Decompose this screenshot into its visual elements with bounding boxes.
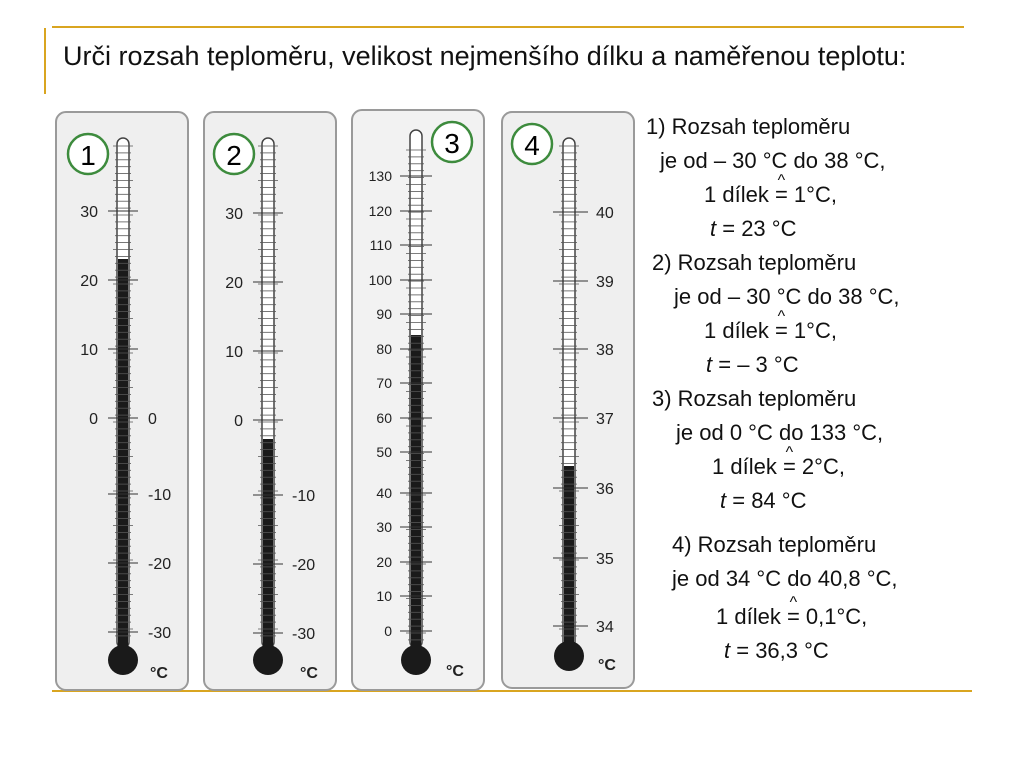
temp-variable: t — [706, 352, 713, 377]
division-value: 1°C, — [787, 182, 837, 207]
number-badge-label: 4 — [524, 130, 540, 161]
mercury-bulb — [554, 641, 584, 671]
corresponds-symbol: ^ = — [775, 314, 788, 348]
corresponds-symbol: ^ = — [783, 450, 796, 484]
mercury-column — [411, 335, 421, 649]
scale-label: 70 — [376, 375, 392, 391]
scale-label: -20 — [292, 557, 316, 574]
answer-division — [652, 450, 883, 484]
scale-label: 20 — [225, 275, 243, 292]
scale-label: 20 — [80, 273, 98, 290]
division-value: 2°C, — [795, 454, 845, 479]
division-value: 1°C, — [787, 318, 837, 343]
scale-label: 20 — [376, 554, 392, 570]
scale-label: 80 — [376, 341, 392, 357]
scale-label: 0 — [384, 623, 392, 639]
scale-label: 100 — [368, 272, 392, 288]
temp-value: = 36,3 °C — [730, 638, 829, 663]
answer-1 — [646, 110, 886, 246]
scale-label: 120 — [368, 203, 392, 219]
answer-temperature — [652, 348, 900, 382]
answer-heading: 2) Rozsah teploměru — [652, 250, 857, 275]
answer-2 — [652, 246, 900, 382]
scale-label: 10 — [376, 588, 392, 604]
scale-label: -30 — [148, 625, 172, 642]
mercury-bulb — [401, 645, 431, 675]
scale-label: 0 — [234, 413, 243, 430]
number-badge-label: 2 — [226, 140, 242, 171]
division-prefix: 1 dílek — [704, 318, 775, 343]
thermometer-4 — [502, 112, 634, 688]
answer-4 — [672, 528, 898, 668]
corresponds-symbol: ^ = — [775, 178, 788, 212]
unit-label: °C — [446, 663, 464, 680]
answer-range: je od – 30 °C do 38 °C, — [674, 284, 900, 309]
answer-range: je od 34 °C do 40,8 °C, — [672, 566, 898, 591]
scale-label: -10 — [148, 487, 172, 504]
scale-label: 30 — [376, 519, 392, 535]
answer-division — [672, 600, 898, 634]
mercury-bulb — [108, 645, 138, 675]
temp-variable: t — [720, 488, 727, 513]
answer-range: je od 0 °C do 133 °C, — [676, 420, 884, 445]
scale-label: 34 — [596, 619, 614, 636]
scale-label: 10 — [225, 344, 243, 361]
scale-label: 110 — [369, 237, 392, 253]
unit-label: °C — [150, 665, 168, 682]
scale-label: 130 — [368, 168, 392, 184]
answer-temperature — [646, 212, 886, 246]
scale-label: 39 — [596, 274, 614, 291]
scale-label: 40 — [596, 205, 614, 222]
scale-label: 60 — [376, 410, 392, 426]
answer-division — [646, 178, 886, 212]
thermometer-1 — [56, 112, 188, 690]
answer-range: je od – 30 °C do 38 °C, — [660, 148, 886, 173]
scale-label: 0 — [89, 411, 98, 428]
scale-label: 37 — [596, 411, 614, 428]
division-prefix: 1 dílek — [704, 182, 775, 207]
unit-label: °C — [598, 657, 616, 674]
unit-label: °C — [300, 665, 318, 682]
answer-temperature — [672, 634, 898, 668]
scale-label: 36 — [596, 481, 614, 498]
scale-label: -10 — [292, 488, 316, 505]
temp-value: = – 3 °C — [712, 352, 799, 377]
mercury-bulb — [253, 645, 283, 675]
scale-label: -20 — [148, 556, 172, 573]
answer-division — [652, 314, 900, 348]
temp-value: = 23 °C — [716, 216, 797, 241]
number-badge-label: 3 — [444, 128, 460, 159]
temp-variable: t — [724, 638, 731, 663]
slide-title: Urči rozsah teploměru, velikost nejmenšího dílku a naměřenou teplotu: — [63, 41, 907, 71]
temp-value: = 84 °C — [726, 488, 807, 513]
scale-label: 38 — [596, 342, 614, 359]
scale-label: 90 — [376, 306, 392, 322]
answer-heading: 3) Rozsah teploměru — [652, 386, 857, 411]
scale-label: 40 — [376, 485, 392, 501]
number-badge-label: 1 — [80, 140, 96, 171]
answer-3 — [652, 382, 883, 518]
answer-heading: 4) Rozsah teploměru — [672, 532, 877, 557]
scale-label: -30 — [292, 626, 316, 643]
scale-label: 0 — [148, 411, 157, 428]
division-prefix: 1 dílek — [712, 454, 783, 479]
answer-temperature — [652, 484, 883, 518]
scale-label: 50 — [376, 444, 392, 460]
temp-variable: t — [710, 216, 717, 241]
division-value: 0,1°C, — [799, 604, 868, 629]
scale-label: 30 — [80, 204, 98, 221]
thermometer-2 — [204, 112, 336, 690]
scale-label: 35 — [596, 551, 614, 568]
mercury-column — [118, 259, 128, 649]
corresponds-symbol: ^ = — [787, 600, 800, 634]
scale-label: 10 — [80, 342, 98, 359]
answer-heading: 1) Rozsah teploměru — [646, 114, 851, 139]
scale-label: 30 — [225, 206, 243, 223]
division-prefix: 1 dílek — [716, 604, 787, 629]
thermometer-3 — [352, 110, 484, 690]
